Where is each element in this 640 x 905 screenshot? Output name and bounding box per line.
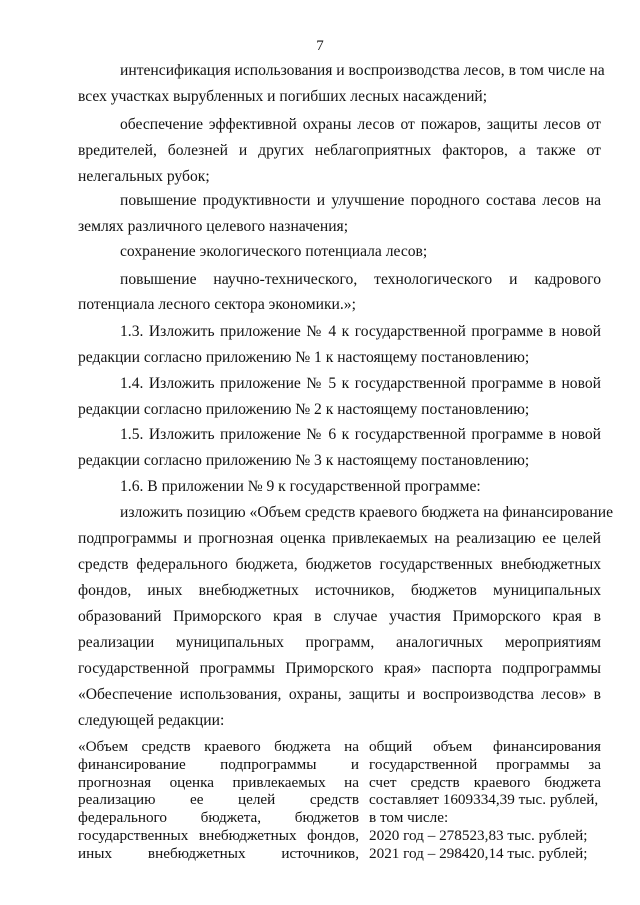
table-cell-line: в том числе: — [369, 809, 449, 827]
text-line: следующей редакции: — [78, 712, 225, 729]
text-line: сохранение экологического потенциала лесов; — [120, 243, 428, 260]
table-cell-line: счет средств краевого бюджета — [369, 773, 601, 791]
text-line: 1.3. Изложить приложение № 4 к государственной программе в новой — [120, 323, 601, 340]
table-cell-line: государственных внебюджетных фондов, — [78, 826, 359, 844]
table-cell-line: реализацию ее целей средств — [78, 791, 359, 809]
table-right-cell — [369, 738, 601, 863]
table-cell-line: федерального бюджета, бюджетов — [78, 809, 359, 827]
page-number: 7 — [316, 38, 324, 54]
text-line: «Обеспечение использования, охраны, защиты и воспроизводства лесов» в — [78, 686, 601, 703]
text-line: повышение продуктивности и улучшение породного состава лесов на — [120, 192, 601, 209]
table-cell-line: государственной программы за — [369, 755, 601, 773]
table-cell-line: 2021 год – 298420,14 тыс. рублей; — [369, 844, 588, 862]
text-line: редакции согласно приложению № 1 к настоящему постановлению; — [78, 349, 530, 366]
text-line: потенциала лесного сектора экономики.»; — [78, 296, 356, 313]
table-cell-line: «Объем средств краевого бюджета на — [78, 738, 359, 755]
text-line: вредителей, болезней и других неблагоприятных факторов, а также от — [78, 142, 601, 159]
text-line: 1.6. В приложении № 9 к государственной программе: — [120, 478, 481, 495]
text-line: государственной программы Приморского края» паспорта подпрограммы — [78, 660, 601, 677]
text-line: нелегальных рубок; — [78, 168, 210, 185]
text-line: редакции согласно приложению № 2 к настоящему постановлению; — [78, 401, 530, 418]
text-line: подпрограммы и прогнозная оценка привлекаемых на реализацию ее целей — [78, 530, 601, 547]
text-line: 1.5. Изложить приложение № 6 к государственной программе в новой — [120, 426, 601, 443]
table-cell-line: прогнозная оценка привлекаемых на — [78, 773, 359, 791]
table-cell-line: общий объем финансирования — [369, 738, 601, 755]
table-left-cell — [78, 738, 359, 863]
text-line: интенсификация использования и воспроизводства лесов, в том числе на — [120, 62, 605, 79]
text-line: фондов, иных внебюджетных источников, бюджетов муниципальных — [78, 582, 601, 599]
text-line: всех участках вырубленных и погибших лесных насаждений; — [78, 88, 488, 105]
text-line: повышение научно-технического, технологического и кадрового — [120, 271, 601, 288]
text-line: реализации муниципальных программ, аналогичных мероприятиям — [78, 634, 601, 651]
text-line: средств федерального бюджета, бюджетов государственных внебюджетных — [78, 556, 601, 573]
table-cell-line: финансирование подпрограммы и — [78, 755, 359, 773]
text-line: образований Приморского края в случае участия Приморского края в — [78, 608, 601, 625]
text-line: изложить позицию «Объем средств краевого бюджета на финансирование — [120, 504, 614, 521]
text-line: землях различного целевого назначения; — [78, 218, 349, 235]
text-line: 1.4. Изложить приложение № 5 к государственной программе в новой — [120, 375, 601, 392]
table-cell-line: иных внебюджетных источников, — [78, 844, 359, 862]
text-line: редакции согласно приложению № 3 к настоящему постановлению; — [78, 452, 530, 469]
table-cell-line: составляет 1609334,39 тыс. рублей, — [369, 791, 599, 809]
table-cell-line: 2020 год – 278523,83 тыс. рублей; — [369, 826, 588, 844]
text-line: обеспечение эффективной охраны лесов от пожаров, защиты лесов от — [120, 116, 601, 133]
